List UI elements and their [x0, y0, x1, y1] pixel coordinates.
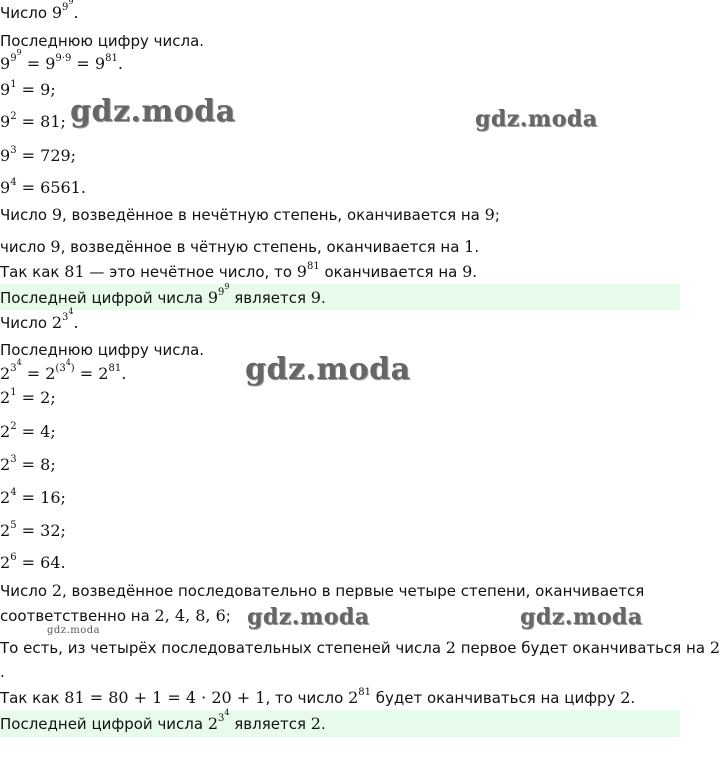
s1-power-4: $9^4 = 6561$.	[0, 176, 86, 197]
watermark-logo: gdz.moda	[247, 604, 370, 630]
s1-task: Последнюю цифру числа.	[0, 32, 205, 50]
s1-title-expr: $9^{9^9}$.	[51, 0, 79, 22]
s2-power-5: $2^5 = 32$;	[0, 519, 66, 540]
s1-conclusion: Так как 81 — это нечётное число, то $9^{81}$ оканчивается на 9.	[0, 260, 478, 281]
s2-respectively: соответственно на 2, 4, 8, 6;	[0, 606, 231, 625]
watermark-logo: gdz.moda	[475, 106, 598, 132]
s2-answer: Последней цифрой числа $2^{3^4}$ является 2.	[0, 710, 680, 737]
s1-power-2: $9^2 = 81$;	[0, 110, 66, 131]
s2-dot: .	[0, 663, 5, 681]
s1-title	[0, 0, 680, 23]
s1-title-text: Число	[0, 4, 52, 22]
s2-thus: То есть, из четырёх последовательных степеней числа 2 первое будет оканчиваться на 2	[0, 638, 720, 657]
s2-power-6: $2^6 = 64$.	[0, 551, 66, 572]
s1-even-rule: число 9, возведённое в чётную степень, оканчивается на 1.	[0, 237, 480, 256]
watermark-logo: gdz.moda	[520, 604, 643, 630]
watermark-logo: gdz.moda	[70, 94, 236, 129]
s1-equation: $9^{9^9} = 9^{9\cdot 9} = 9^{81}$.	[0, 48, 123, 73]
s2-task: Последнюю цифру числа.	[0, 341, 205, 359]
s1-answer: Последней цифрой числа $9^{9^9}$ является 9.	[0, 284, 680, 310]
s2-power-2: $2^2 = 4$;	[0, 420, 56, 441]
s2-power-1: $2^1 = 2$;	[0, 386, 56, 407]
watermark-logo: gdz.moda	[245, 352, 411, 387]
s1-power-1: $9^1 = 9$;	[0, 78, 56, 99]
watermark-logo-small: gdz.moda	[47, 625, 101, 636]
s2-title: Число $2^{3^4}$.	[0, 307, 79, 332]
s2-power-4: $2^4 = 16$;	[0, 486, 66, 507]
s2-four-powers: Число 2, возведённое последовательно в первые четыре степени, оканчивается	[0, 581, 645, 600]
s2-conclusion: Так как 81 = 80 + 1 = 4 · 20 + 1, то число $2^{81}$ будет оканчиваться на цифру 2.	[0, 686, 636, 707]
s2-power-3: $2^3 = 8$;	[0, 453, 56, 474]
s1-odd-rule: Число 9, возведённое в нечётную степень, оканчивается на 9;	[0, 205, 500, 224]
s2-equation: $2^{3^4} = 2^{(3^4)} = 2^{81}$.	[0, 358, 127, 383]
s1-power-3: $9^3 = 729$;	[0, 144, 77, 165]
